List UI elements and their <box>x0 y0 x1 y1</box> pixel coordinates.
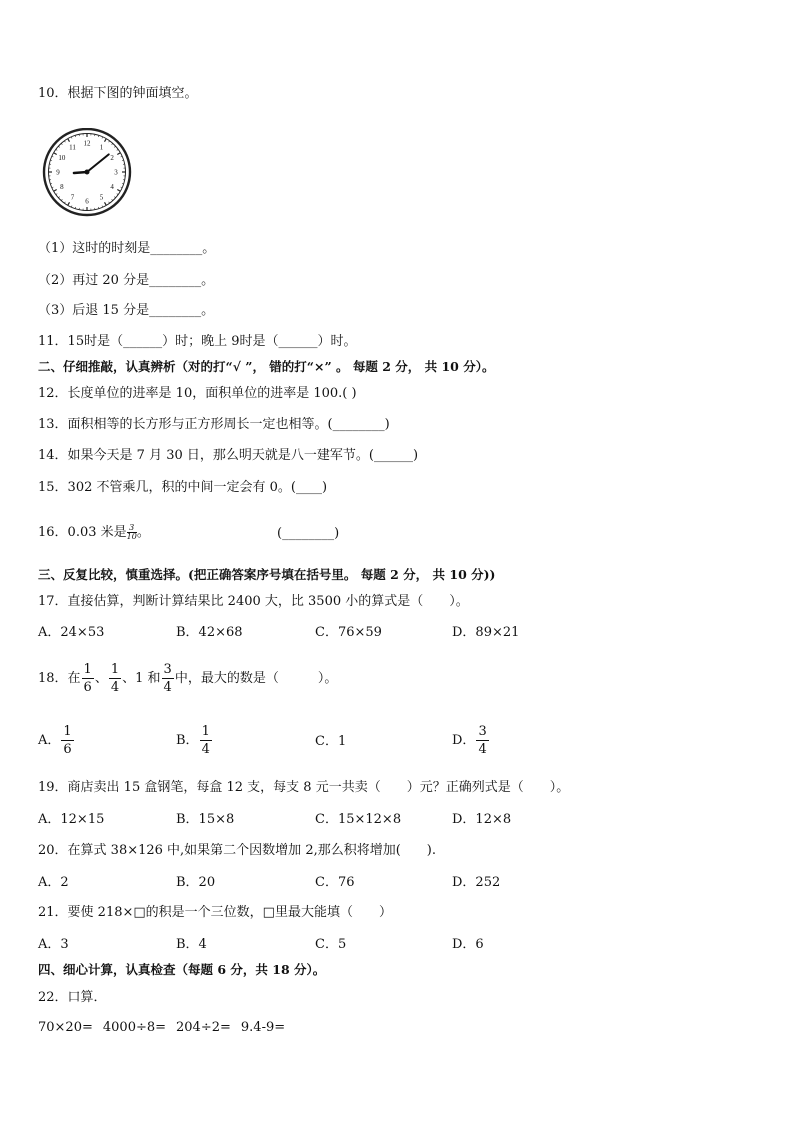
q11: 11．15时是（______）时；晚上 9时是（______）时。 <box>38 334 357 349</box>
clock-number: 8 <box>60 183 64 191</box>
q18-option-d: D． $\frac{3}{4}$ <box>452 724 487 757</box>
q10-sub1: （1）这时的时刻是________。 <box>38 241 216 256</box>
q18-option-b: B． $\frac{1}{4}$ <box>176 724 210 757</box>
clock-center <box>85 170 90 175</box>
clock-tick <box>54 153 57 155</box>
q16-text: 16．0.03 米是 <box>38 525 127 540</box>
q20-option-d: D．252 <box>452 875 501 890</box>
q19-option-d: D．12×8 <box>452 812 512 827</box>
q20-option-a: A．2 <box>38 875 69 890</box>
clock-tick <box>112 199 113 200</box>
q19-option-b: B．15×8 <box>176 812 235 827</box>
clock-number: 11 <box>69 143 76 152</box>
clock-tick <box>114 197 115 198</box>
q17: 17．直接估算，判断计算结果比 2400 大，比 3500 小的算式是（ ）。 <box>38 594 469 609</box>
q21-option-c: C．5 <box>315 937 347 952</box>
clock-tick <box>117 190 120 192</box>
q18-option-a: A． $\frac{1}{6}$ <box>38 724 72 757</box>
q20-option-b: B．20 <box>176 875 216 890</box>
q14: 14．如果今天是 7 月 30 日，那么明天就是八一建军节。(______) <box>38 448 419 463</box>
q16-blank: (________) <box>277 526 340 541</box>
q18-fraction-1-6: $\frac{1}{6}$ <box>83 662 92 695</box>
q13: 13．面积相等的长方形与正方形周长一定也相等。(________) <box>38 417 390 432</box>
clock-number: 2 <box>110 154 114 162</box>
q22-items <box>38 1020 285 1036</box>
clock-tick <box>105 202 107 205</box>
clock-tick <box>56 149 57 150</box>
q22-item: 4000÷8= <box>102 1020 167 1035</box>
q10-title: 10．根据下图的钟面填空。 <box>38 86 198 101</box>
clock-image <box>42 128 134 218</box>
q19: 19．商店卖出 15 盒钢笔，每盒 12 支，每支 8 元一共卖（ ）元？正确列式是（ ）。 <box>38 780 570 795</box>
q16-fraction: $\frac{3}{10}$ <box>126 523 137 541</box>
section4-heading: 四、细心计算，认真检查（每题 6 分，共 18 分）。 <box>38 962 326 977</box>
q10-sub3: （3）后退 15 分是________。 <box>38 303 215 318</box>
q17-option-d: D．89×21 <box>452 625 520 640</box>
q22-item: 9.4-9= <box>240 1020 286 1035</box>
clock-number: 1 <box>99 143 104 152</box>
section3-heading: 三、反复比较，慎重选择。(把正确答案序号填在括号里。 每题 2 分， 共 10 分)) <box>38 567 496 582</box>
q21-option-b: B．4 <box>176 937 207 952</box>
q21: 21．要使 218×□的积是一个三位数，□里最大能填（ ） <box>38 905 392 920</box>
clock-tick <box>114 146 115 147</box>
clock-tick <box>117 149 118 150</box>
clock-tick <box>68 139 70 142</box>
clock-tick <box>58 146 59 147</box>
clock-tick <box>117 153 120 155</box>
q21-option-d: D．6 <box>452 937 484 952</box>
clock-tick <box>109 202 110 203</box>
clock-tick <box>64 141 65 142</box>
clock-tick <box>56 194 57 195</box>
q18-fraction-1-4: $\frac{1}{4}$ <box>110 662 120 695</box>
clock-number: 7 <box>70 193 75 202</box>
q18-fraction-3-4: $\frac{3}{4}$ <box>163 662 172 695</box>
clock-number: 3 <box>114 168 118 177</box>
clock-tick <box>68 202 70 205</box>
q17-option-a: A．24×53 <box>38 625 105 640</box>
clock-tick <box>64 202 65 203</box>
q16: 16．0.03 米是 $\frac{3}{10}$ 。 <box>38 523 150 541</box>
q12: 12．长度单位的进率是 10，面积单位的进率是 100.( ) <box>38 386 357 401</box>
q22-item: 70×20= <box>38 1020 93 1035</box>
minute-hand <box>87 154 109 172</box>
q20-option-c: C．76 <box>315 875 355 890</box>
clock-number: 4 <box>110 183 114 191</box>
clock-number: 10 <box>58 154 66 162</box>
q22-item: 204÷2= <box>176 1020 231 1035</box>
q20: 20．在算式 38×126 中,如果第二个因数增加 2,那么积将增加( ). <box>38 843 436 858</box>
clock-tick <box>112 143 113 144</box>
section2-heading: 二、仔细推敲，认真辨析（对的打“√ ”， 错的打“×” 。 每题 2 分， 共 10 分）。 <box>38 359 495 374</box>
clock-tick <box>61 143 62 144</box>
clock-tick <box>58 197 59 198</box>
clock-number: 5 <box>99 193 104 202</box>
q18: 18．在 $\frac{1}{6}$ 、 $\frac{1}{4}$ 、1 和 $\frac{3}{4}$ 中，最大的数是（ ）。 <box>38 662 338 695</box>
q19-option-a: A．12×15 <box>38 812 105 827</box>
q17-option-b: B．42×68 <box>176 625 243 640</box>
q10-sub2: （2）再过 20 分是________。 <box>38 273 215 288</box>
clock-tick <box>109 141 110 142</box>
clock-number: 6 <box>85 197 89 206</box>
q18-option-c: C．1 <box>315 734 347 749</box>
clock-number: 12 <box>83 139 91 148</box>
q17-option-c: C．76×59 <box>315 625 382 640</box>
q22-title: 22．口算． <box>38 990 107 1005</box>
clock-tick <box>105 139 107 142</box>
q15: 15．302 不管乘几，积的中间一定会有 0。(____) <box>38 480 328 495</box>
q19-option-c: C．15×12×8 <box>315 812 402 827</box>
q21-option-a: A．3 <box>38 937 69 952</box>
clock-tick <box>61 199 62 200</box>
clock-tick <box>54 190 57 192</box>
clock-number: 9 <box>56 168 60 177</box>
clock-tick <box>117 194 118 195</box>
